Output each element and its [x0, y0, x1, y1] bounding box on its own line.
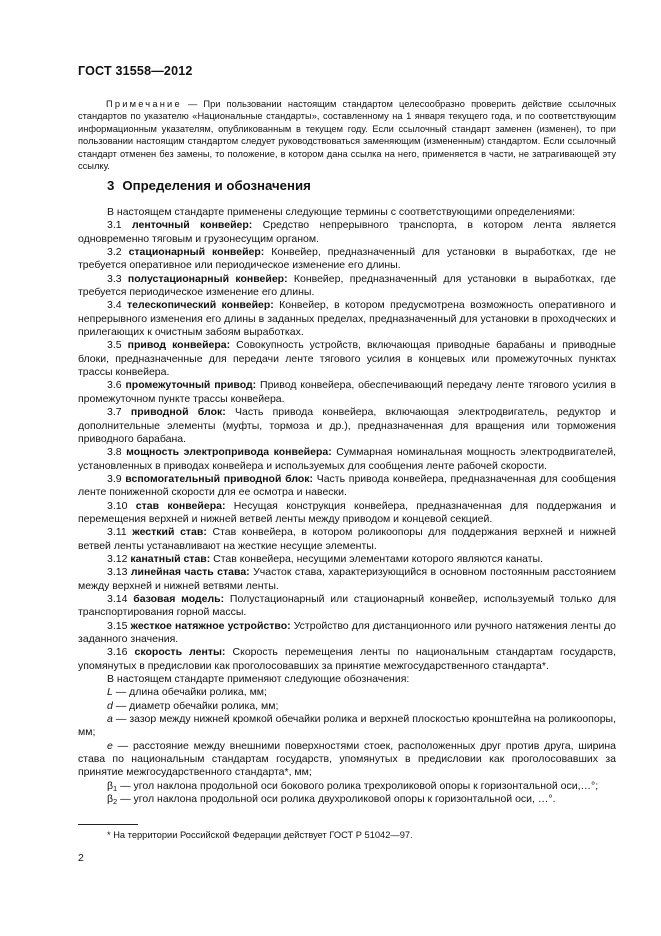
definition-text: Суммарная номинальная мощность электродвигателей, установленных в приводах конвейера и используемых для сообщения ленте рабочей скорости.	[78, 446, 616, 472]
symbol-letter: a	[107, 713, 113, 726]
symbol-letter: β	[107, 793, 114, 806]
definition-number: 3.15	[107, 619, 128, 632]
intro-terms: В настоящем стандарте применены следующие термины с соответствующими определениями:	[107, 206, 576, 218]
definition-text: Участок става, характеризующийся в основном постоянным расстоянием между верхней и нижней ветвями ленты.	[78, 566, 616, 592]
note-block	[78, 98, 616, 172]
definition-term: базовая модель:	[133, 592, 225, 605]
definition-number: 3.1	[107, 219, 122, 232]
note-label: Примечание	[106, 99, 182, 109]
definition-text: Конвейер, в котором предусмотрена возможность оперативного и непрерывного изменения его длины в заданных пределах, предназначенный для установки в проходческих и прилегающих к очистным забоям выработках.	[78, 299, 617, 339]
footnote: * На территории Российской Федерации действует ГОСТ Р 51042—97.	[107, 830, 413, 840]
definition-item	[78, 273, 616, 300]
section-title-text: Определения и обозначения	[122, 178, 311, 193]
definition-term: мощность электропривода конвейера:	[126, 446, 332, 459]
footnote-divider	[78, 824, 138, 825]
definition-text: Став конвейера, несущими элементами которого являются канаты.	[210, 552, 544, 565]
definition-item	[78, 620, 616, 647]
definition-number: 3.14	[107, 592, 128, 605]
definition-number: 3.2	[107, 246, 122, 259]
symbol-text: — угол наклона продольной оси бокового ролика трехроликовой опоры к горизонтальной оси,…°;	[117, 779, 599, 792]
definition-term: канатный став:	[130, 552, 211, 565]
symbol-subscript: 1	[113, 783, 118, 793]
symbol-letter: L	[107, 686, 113, 699]
definition-number: 3.10	[107, 499, 128, 512]
symbol-text: — диаметр обечайки ролика, мм;	[112, 699, 279, 712]
symbol-item	[78, 686, 616, 699]
definition-term: привод конвейера:	[127, 339, 231, 352]
symbol-item	[78, 793, 616, 806]
definition-number: 3.9	[107, 472, 122, 485]
intro-symbols: В настоящем стандарте применяют следующие обозначения:	[107, 673, 410, 686]
definition-number: 3.3	[107, 272, 122, 285]
definition-item	[78, 473, 616, 500]
definition-text: Часть привода конвейера, предназначенная для сообщения ленте пониженной скорости для ее осмотра и навески.	[78, 472, 616, 499]
symbol-item	[78, 780, 616, 793]
symbol-text: — зазор между нижней кромкой обечайки ролика и верхней плоскостью кронштейна на роликоопоры, мм;	[78, 713, 616, 739]
symbol-letter: d	[107, 699, 113, 712]
definition-number: 3.11	[107, 526, 127, 539]
definition-term: приводной блок:	[130, 406, 226, 419]
definition-term: линейная часть става:	[130, 566, 250, 579]
definition-text: Скорость перемещения ленты по национальным стандартам государств, упомянутых в предисловии как проголосовавших за принятие межгосударственного стандарта*.	[78, 646, 616, 672]
note-paragraph	[78, 98, 616, 172]
symbol-letter: e	[107, 739, 113, 752]
definition-item	[78, 379, 616, 406]
definition-item	[78, 406, 616, 446]
definition-number: 3.13	[107, 566, 128, 579]
page-number: 2	[78, 852, 84, 864]
symbol-text: — угол наклона продольной оси ролика двухроликовой опоры к горизонтальной оси, …°.	[117, 793, 556, 806]
definition-item	[78, 593, 616, 620]
symbol-text: — расстояние между внешними поверхностями стоек, расположенных друг против друга, ширина става по национальным стандартам государств, упомянутых в предисловии как проголосовавших за принятие межгосударственного стандарта*, мм;	[78, 739, 616, 779]
definition-text: Устройство для дистанционного или ручного натяжения ленты до заданного значения.	[78, 619, 616, 645]
definition-number: 3.6	[107, 379, 122, 392]
definition-term: ленточный конвейер:	[131, 219, 253, 232]
definition-text: Конвейер, предназначенный для установки в выработках, где не требуется оперативное или периодическое изменение его длины.	[78, 246, 617, 272]
definition-text: Став конвейера, в котором роликоопоры для поддержания верхней и нижней ветвей ленты устанавливают на жесткие несущие элементы.	[78, 526, 616, 552]
definition-number: 3.4	[107, 299, 122, 312]
definition-text: Несущая конструкция конвейера, предназначенная для поддержания и перемещения верхней и нижней ветвей ленты между приводом и концевой секцией.	[78, 499, 616, 525]
definition-text: Средство непрерывного транспорта, в котором лента является одновременно тяговым и грузонесущим органом.	[78, 219, 616, 245]
definition-item	[78, 246, 616, 273]
definition-item	[78, 500, 616, 527]
page-header: ГОСТ 31558—2012	[78, 64, 193, 78]
definition-item	[78, 339, 616, 379]
definition-text: Совокупность устройств, включающая приводные барабаны и приводные блоки, предназначенные для передачи ленте тягового усилия в концевых или промежуточных пунктах трассы конвейера.	[78, 339, 616, 379]
definition-number: 3.16	[107, 646, 128, 659]
definition-term: промежуточный привод:	[125, 379, 257, 392]
definition-number: 3.5	[107, 339, 122, 352]
symbol-text: — длина обечайки ролика, мм;	[112, 686, 267, 699]
symbol-item	[78, 740, 616, 780]
definition-item	[78, 446, 616, 473]
definition-text: Часть привода конвейера, включающая электродвигатель, редуктор и дополнительные элементы (муфты, тормоза и др.), предназначенная для вращения или торможения приводного барабана.	[78, 406, 616, 445]
section-body	[78, 206, 616, 806]
symbol-subscript: 2	[113, 797, 118, 807]
symbol-letter: β	[107, 779, 114, 792]
definition-term: жесткий став:	[132, 526, 207, 539]
definition-term: полустационарный конвейер:	[127, 272, 288, 285]
definition-item	[78, 219, 616, 246]
definition-term: телескопический конвейер:	[127, 299, 274, 312]
definition-item	[78, 526, 616, 553]
symbol-item	[78, 700, 616, 713]
definition-text: Конвейер, предназначенный для установки в выработках, где требуется периодическое изменение его длины.	[78, 272, 617, 299]
definition-number: 3.8	[107, 446, 122, 459]
definition-item	[78, 566, 616, 593]
note-text: — При пользовании настоящим стандартом целесообразно проверить действие ссылочных стандартов по указателю «Национальные стандарты», составленному на 1 января текущего года, и по соответствующим информационным указателям, опубликованным в текущем году. Если ссылочный стандарт заменен (изменен), то при пользовании настоящим стандартом следует руководствоваться заменяющим (измененным) стандартом. Если ссылочный стандарт отменен без замены, то положение, в котором дана ссылка на него, применяется в части, не затрагивающей эту ссылку.	[78, 99, 616, 172]
definition-term: вспомогательный приводной блок:	[125, 472, 314, 485]
definition-text: Полустационарный или стационарный конвейер, используемый только для транспортирования горной массы.	[78, 592, 617, 619]
definition-item	[78, 646, 616, 673]
definition-term: став конвейера:	[135, 499, 226, 512]
definition-text: Привод конвейера, обеспечивающий передачу ленте тягового усилия в промежуточном пункте трассы конвейера.	[78, 379, 617, 405]
definition-number: 3.12	[107, 552, 128, 565]
section-number: 3	[107, 178, 115, 193]
definition-term: скорость ленты:	[134, 646, 226, 659]
definition-term: жесткое натяжное устройство:	[130, 619, 291, 632]
section-heading	[107, 178, 311, 193]
definition-term: стационарный конвейер:	[128, 246, 265, 259]
definition-item	[78, 553, 616, 566]
symbol-item	[78, 713, 616, 740]
definition-number: 3.7	[107, 406, 122, 419]
definition-item	[78, 299, 616, 339]
